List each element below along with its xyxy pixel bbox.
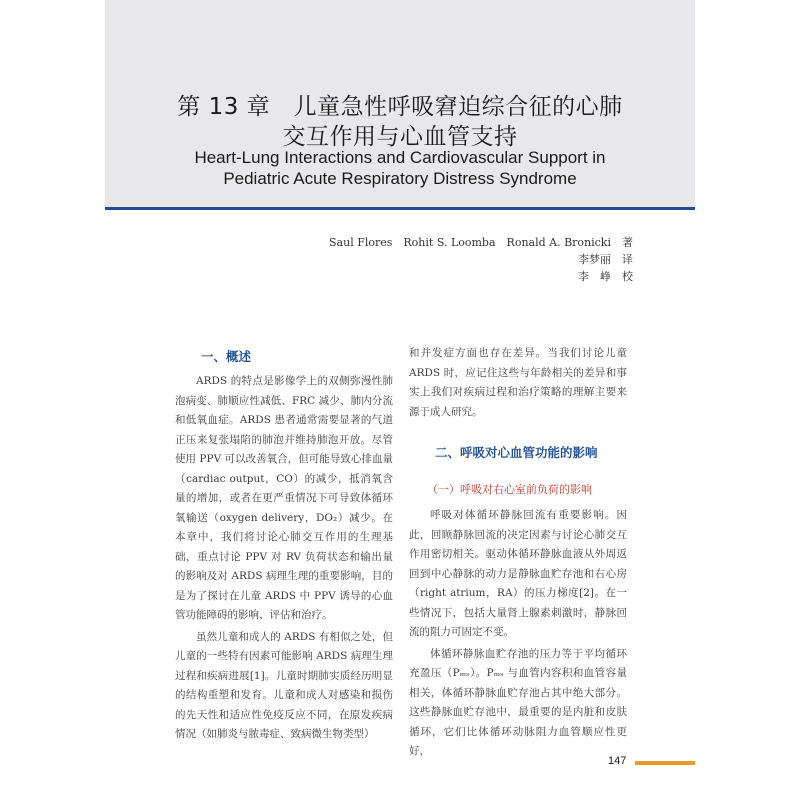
document-page [105, 0, 695, 800]
page-number: 147 [608, 755, 627, 767]
author-credit: Saul Flores Rohit S. Loomba Ronald A. Bronicki 著 [329, 236, 633, 249]
chapter-title-zh-line2: 交互作用与心血管支持 [282, 124, 518, 150]
section-heading-overview: 一、概述 [201, 349, 252, 364]
paragraph: ARDS 的特点是影像学上的双侧弥漫性肺泡病变、肺顺应性减低、FRC 减少、肺内分流和低氧血症。ARDS 患者通常需要显著的气道正压来复张塌陷的肺泡并维持肺泡开放。尽管使用 PPV 可以改善氧合，但可能导致心排血量（cardiac output，CO）的减少，抵消氧含量的增加，或者在更严重情况下可导致体循环氧输送（oxygen delivery，DO₂）减少。在本章中，我们将讨论心肺交互作用的生理基础，重点讨论 PPV 对 RV 负荷状态和输出量的影响及对 ARDS 病理生理的重要影响，目的是为了探讨在儿童 ARDS 中 PPV 诱导的心血管功能障碍的影响、评估和治疗。 [175, 375, 393, 621]
chapter-title-zh-line1: 第 13 章 儿童急性呼吸窘迫综合征的心肺 [177, 94, 623, 120]
translator-credit: 李梦丽 译 [578, 253, 633, 266]
paragraph: 呼吸对体循环静脉回流有重要影响。因此，回顾静脉回流的决定因素与讨论心肺交互作用密切相关。驱动体循环静脉血液从外周返回到中心静脉的动力是静脉血贮存池和右心房（right atrium，RA）的压力梯度[2]。在一些情况下，包括大量肾上腺素刺激时，静脉回流的阻力可固定不变。 [409, 509, 627, 638]
right-column [409, 506, 627, 762]
paragraph: 虽然儿童和成人的 ARDS 有相似之处，但儿童的一些特有因素可能影响 ARDS 病理生理过程和疾病进展[1]。儿童时期肺实质经历明显的结构重塑和发育。儿童和成人对感染和损伤的先天性和适应性免疫反应不同，在原发疾病情况（如肺炎与脓毒症、致病微生物类型） [175, 630, 393, 740]
chapter-title-en-line2: Pediatric Acute Respiratory Distress Syndrome [223, 169, 577, 188]
subsection-heading-rv-preload: （一）呼吸对右心室前负荷的影响 [427, 483, 592, 496]
chapter-title-en-line1: Heart-Lung Interactions and Cardiovascular Support in [194, 148, 606, 167]
header-divider [105, 207, 695, 210]
reviewer-credit: 李 峥 校 [578, 270, 633, 283]
section-heading-respiration: 二、呼吸对心血管功能的影响 [435, 445, 598, 460]
left-column [175, 372, 393, 745]
page-number-accent-bar [635, 761, 695, 765]
paragraph-continued: 和并发症方面也存在差异。当我们讨论儿童 ARDS 时，应记住这些与年龄相关的差异和事实上我们对疾病过程和治疗策略的理解主要来源于成人研究。 [409, 347, 627, 418]
right-column-continuation [409, 344, 627, 422]
paragraph: 体循环静脉血贮存池的压力等于平均循环充盈压（Pₘₛ）。Pₘₛ 与血管内容积和血管容量相关，体循环静脉血贮存池占其中绝大部分。这些静脉血贮存池中，最重要的是内脏和皮肤循环，它们比体循环动脉阻力血管顺应性更好， [409, 647, 627, 757]
